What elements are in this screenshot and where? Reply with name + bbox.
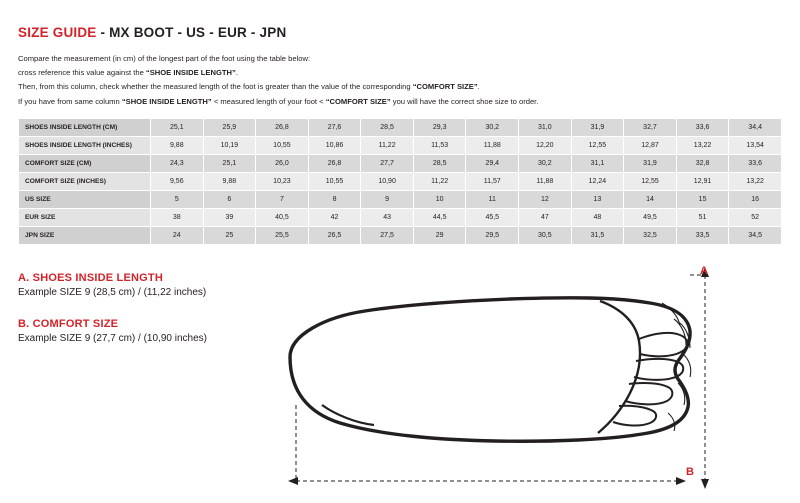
table-cell: 11,22 — [413, 173, 466, 191]
table-cell: 9,88 — [151, 137, 204, 155]
intro-line-2 — [18, 66, 618, 80]
table-cell: 10,23 — [256, 173, 309, 191]
table-cell: 12,87 — [624, 137, 677, 155]
table-row — [19, 119, 782, 137]
table-cell: 28,5 — [413, 155, 466, 173]
table-cell: 33,5 — [676, 227, 729, 245]
table-cell: 32,5 — [624, 227, 677, 245]
table-row — [19, 209, 782, 227]
table-row — [19, 191, 782, 209]
intro-line-3-a: Then, from this column, check whether the measured length of the foot is greater than the value of the corresponding — [18, 82, 413, 92]
table-cell: 27,7 — [361, 155, 414, 173]
row-header: SHOES INSIDE LENGTH (INCHES) — [19, 137, 151, 155]
table-cell: 31,9 — [571, 119, 624, 137]
intro-line-4-c: < measured length of your foot < — [211, 96, 326, 106]
table-cell: 10,55 — [308, 173, 361, 191]
intro-line-3 — [18, 80, 618, 94]
table-cell: 30,5 — [519, 227, 572, 245]
table-cell: 8 — [308, 191, 361, 209]
intro-line-4 — [18, 95, 618, 109]
table-cell: 16 — [729, 191, 782, 209]
table-cell: 27,5 — [361, 227, 414, 245]
intro-line-4-e: you will have the correct shoe size to order. — [390, 96, 539, 106]
intro-paragraph — [18, 52, 618, 109]
row-header: COMFORT SIZE (CM) — [19, 155, 151, 173]
table-cell: 30,2 — [519, 155, 572, 173]
table-cell: 13,22 — [729, 173, 782, 191]
table-cell: 34,4 — [729, 119, 782, 137]
table-cell: 11,88 — [519, 173, 572, 191]
table-cell: 12,91 — [676, 173, 729, 191]
table-cell: 24 — [151, 227, 204, 245]
legend-a-text: Example SIZE 9 (28,5 cm) / (11,22 inches) — [18, 287, 207, 298]
table-cell: 12,24 — [571, 173, 624, 191]
table-cell: 38 — [151, 209, 204, 227]
table-cell: 12,20 — [519, 137, 572, 155]
table-row — [19, 137, 782, 155]
intro-line-4-d: “COMFORT SIZE” — [325, 96, 391, 106]
intro-line-1-text: Compare the measurement (in cm) of the longest part of the foot using the table below: — [18, 54, 311, 63]
table-cell: 44,5 — [413, 209, 466, 227]
table-cell: 9,88 — [203, 173, 256, 191]
table-cell: 11,22 — [361, 137, 414, 155]
table-cell: 25,9 — [203, 119, 256, 137]
row-header: SHOES INSIDE LENGTH (CM) — [19, 119, 151, 137]
table-cell: 9 — [361, 191, 414, 209]
table-cell: 12,55 — [624, 173, 677, 191]
table-cell: 52 — [729, 209, 782, 227]
table-cell: 33,6 — [729, 155, 782, 173]
row-header: US SIZE — [19, 191, 151, 209]
table-cell: 26,8 — [308, 155, 361, 173]
row-header: COMFORT SIZE (INCHES) — [19, 173, 151, 191]
marker-b-label: B — [686, 466, 694, 478]
table-cell: 24,3 — [151, 155, 204, 173]
table-cell: 29,3 — [413, 119, 466, 137]
table-cell: 12 — [519, 191, 572, 209]
intro-line-3-b: “COMFORT SIZE” — [412, 82, 478, 92]
intro-line-2-b: “SHOE INSIDE LENGTH” — [145, 68, 236, 78]
table-cell: 13 — [571, 191, 624, 209]
table-cell: 45,5 — [466, 209, 519, 227]
table-cell: 10,86 — [308, 137, 361, 155]
table-cell: 25 — [203, 227, 256, 245]
intro-line-2-c: . — [235, 68, 238, 78]
legend-b-title: B. COMFORT SIZE — [18, 318, 119, 330]
table-cell: 10,19 — [203, 137, 256, 155]
foot-outline-icon — [290, 298, 691, 441]
table-cell: 31,9 — [624, 155, 677, 173]
table-cell: 31,1 — [571, 155, 624, 173]
table-row — [19, 155, 782, 173]
table-cell: 29,4 — [466, 155, 519, 173]
table-cell: 12,55 — [571, 137, 624, 155]
table-cell: 25,1 — [203, 155, 256, 173]
page-title-suffix: - MX BOOT - US - EUR - JPN — [96, 25, 287, 40]
table-cell: 14 — [624, 191, 677, 209]
row-header: JPN SIZE — [19, 227, 151, 245]
table-cell: 11,53 — [413, 137, 466, 155]
table-cell: 26,0 — [256, 155, 309, 173]
table-cell: 27,6 — [308, 119, 361, 137]
size-table-container — [18, 118, 782, 245]
table-cell: 34,5 — [729, 227, 782, 245]
table-cell: 13,54 — [729, 137, 782, 155]
table-cell: 10,55 — [256, 137, 309, 155]
table-cell: 33,6 — [676, 119, 729, 137]
table-cell: 11,88 — [466, 137, 519, 155]
table-cell: 25,1 — [151, 119, 204, 137]
page-title-prefix: SIZE GUIDE — [18, 25, 97, 40]
row-header: EUR SIZE — [19, 209, 151, 227]
table-cell: 31,5 — [571, 227, 624, 245]
table-cell: 29 — [413, 227, 466, 245]
foot-diagram — [270, 255, 790, 495]
table-cell: 40,5 — [256, 209, 309, 227]
legend-block-b — [18, 318, 268, 344]
legend-block-a — [18, 272, 268, 298]
table-cell: 29,5 — [466, 227, 519, 245]
intro-line-4-a: If you have from same column — [18, 96, 122, 106]
arrow-down-icon — [701, 479, 709, 489]
page-title — [18, 25, 286, 40]
table-cell: 26,8 — [256, 119, 309, 137]
size-table — [18, 118, 782, 245]
table-cell: 43 — [361, 209, 414, 227]
table-cell: 7 — [256, 191, 309, 209]
intro-line-3-c: . — [477, 82, 480, 92]
table-cell: 26,5 — [308, 227, 361, 245]
table-cell: 48 — [571, 209, 624, 227]
legend — [18, 272, 268, 344]
table-cell: 39 — [203, 209, 256, 227]
table-cell: 11 — [466, 191, 519, 209]
table-cell: 13,22 — [676, 137, 729, 155]
table-cell: 30,2 — [466, 119, 519, 137]
intro-line-4-b: “SHOE INSIDE LENGTH” — [121, 96, 212, 106]
table-cell: 32,7 — [624, 119, 677, 137]
table-cell: 5 — [151, 191, 204, 209]
table-cell: 10 — [413, 191, 466, 209]
table-cell: 25,5 — [256, 227, 309, 245]
table-cell: 31,0 — [519, 119, 572, 137]
marker-a-label: A — [700, 265, 708, 277]
table-row — [19, 227, 782, 245]
table-cell: 11,57 — [466, 173, 519, 191]
intro-line-1 — [18, 52, 618, 66]
table-cell: 47 — [519, 209, 572, 227]
table-cell: 6 — [203, 191, 256, 209]
legend-a-title: A. SHOES INSIDE LENGTH — [18, 272, 163, 284]
table-row — [19, 173, 782, 191]
table-cell: 9,56 — [151, 173, 204, 191]
table-cell: 42 — [308, 209, 361, 227]
table-cell: 10,90 — [361, 173, 414, 191]
table-cell: 28,5 — [361, 119, 414, 137]
table-cell: 32,8 — [676, 155, 729, 173]
table-cell: 15 — [676, 191, 729, 209]
intro-line-2-a: cross reference this value against the — [18, 68, 146, 78]
table-cell: 51 — [676, 209, 729, 227]
arrow-right-icon — [676, 477, 686, 485]
table-cell: 49,5 — [624, 209, 677, 227]
legend-b-text: Example SIZE 9 (27,7 cm) / (10,90 inches) — [18, 333, 207, 344]
